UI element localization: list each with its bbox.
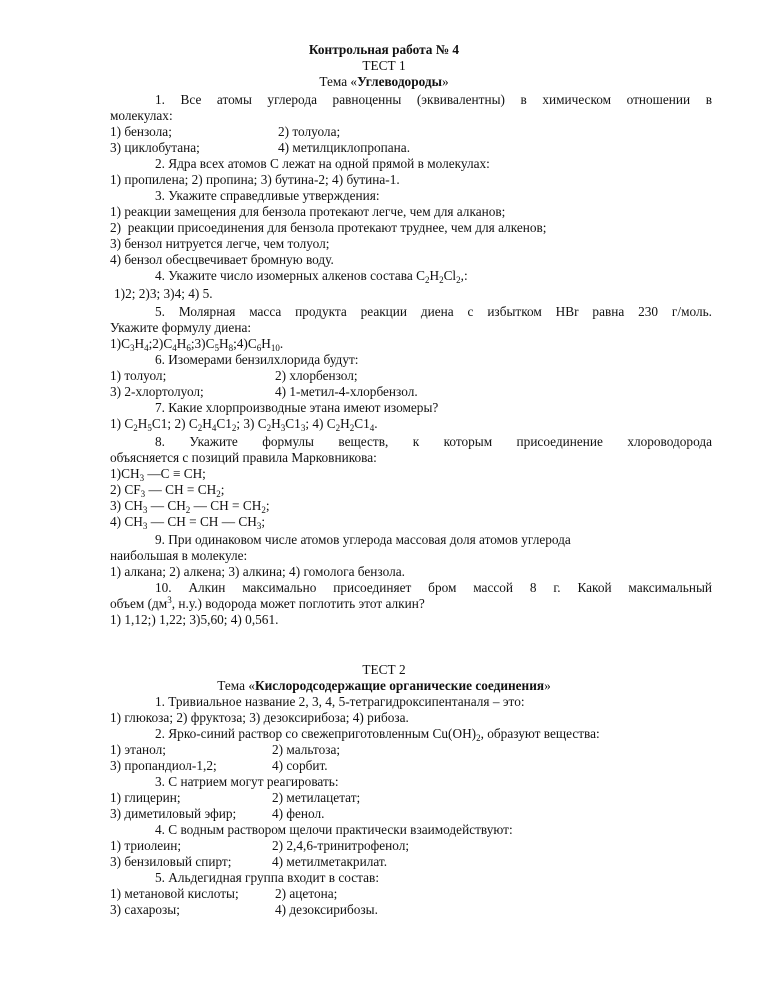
option: 2) метилацетат;	[272, 790, 361, 805]
option: 2) мальтоза;	[272, 742, 341, 757]
test1-topic	[0, 74, 768, 90]
option: 3) $CH_3$ — $CH_2$ — CH = $CH_2$;	[110, 498, 270, 515]
question-5-cont: Укажите формулу диена:	[110, 320, 252, 335]
test2-label: ТЕСТ 2	[362, 662, 406, 677]
option: 4) дезоксирибозы.	[275, 902, 378, 917]
question-5-options: $1)C_3H_4;2)C_4H_6;3)C_5H_8;4)C_6H_{10}$.	[110, 336, 284, 353]
option: 3) пропандиол-1,2;	[110, 758, 217, 773]
t2-question-2: 2. Ярко-синий раствор со свежеприготовленным $Cu(OH)_2$, образуют вещества:	[155, 726, 600, 743]
option: 2) ацетона;	[275, 886, 338, 901]
option: 1) бензола;	[110, 124, 172, 139]
question-3: 3. Укажите справедливые утверждения:	[155, 188, 380, 203]
question-9-cont: наибольшая в молекуле:	[110, 548, 248, 563]
question-1-cont: молекулах:	[110, 108, 173, 123]
option: 1) этанол;	[110, 742, 166, 757]
option: 4) метилциклопропана.	[278, 140, 411, 155]
option: 2) реакции присоединения для бензола протекают труднее, чем для алкенов;	[110, 220, 547, 235]
option: 3) 2-хлортолуол;	[110, 384, 204, 399]
option: 3) бензиловый спирт;	[110, 854, 232, 869]
question-10-options: 1) 1,12;) 1,22; 3)5,60; 4) 0,561.	[110, 612, 279, 627]
option: 4) метилметакрилат.	[272, 854, 388, 869]
option: 2) толуола;	[278, 124, 341, 139]
question-9: 9. При одинаковом числе атомов углерода массовая доля атомов углерода	[155, 532, 571, 547]
option: 1) метановой кислоты;	[110, 886, 239, 901]
question-2-options: 1) пропилена; 2) пропина; 3) бутина-2; 4) бутина-1.	[110, 172, 400, 187]
option: 2) 2,4,6-тринитрофенол;	[272, 838, 410, 853]
t2-question-1-options: 1) глюкоза; 2) фруктоза; 3) дезоксирибоза; 4) рибоза.	[110, 710, 409, 725]
option: 2) хлорбензол;	[275, 368, 358, 383]
test2-topic: Тема «Кислородсодержащие органические соединения»	[217, 678, 551, 693]
topic-suffix: »	[441, 74, 449, 89]
option: 4) $CH_3$ — CH = CH — $CH_3$;	[110, 514, 266, 531]
question-10: 10. Алкин максимально присоединяет бром массой 8 г. Какой максимальный	[155, 580, 712, 595]
question-5: 5. Молярная масса продукта реакции диена с избытком HBr равна 230 г/моль.	[155, 304, 712, 319]
t2-question-5: 5. Альдегидная группа входит в состав:	[155, 870, 380, 885]
option: 4) сорбит.	[272, 758, 328, 773]
question-7-options: 1) $C_2H_5C1$; 2) $C_2H_4C1_2$; 3) $C_2H_3C1_3$; 4) $C_2H_2C1_4$.	[110, 416, 378, 433]
option: 4) фенол.	[272, 806, 325, 821]
option: 3) циклобутана;	[110, 140, 200, 155]
option: 3) сахарозы;	[110, 902, 180, 917]
t2-question-3: 3. С натрием могут реагировать:	[155, 774, 339, 789]
topic-name: Углеводороды	[357, 74, 442, 89]
option: 2) $CF_3$ — CH = $CH_2$;	[110, 482, 225, 499]
option: 1) толуол;	[110, 368, 167, 383]
option: 1) триолеин;	[110, 838, 182, 853]
document-title: Контрольная работа № 4	[308, 42, 460, 57]
question-2: 2. Ядра всех атомов С лежат на одной прямой в молекулах:	[155, 156, 490, 171]
question-4: 4. Укажите число изомерных алкенов состава $C_2H_2Cl_2$,:	[155, 268, 468, 285]
option: $1)CH_3$ —C ≡ CH;	[110, 466, 206, 483]
question-8: 8. Укажите формулы веществ, к которым присоединение хлороводорода	[155, 434, 712, 449]
question-10-cont: объем ($дм^3$, н.у.) водорода может поглотить этот алкин?	[110, 595, 425, 611]
question-9-options: 1) алкана; 2) алкена; 3) алкина; 4) гомолога бензола.	[110, 564, 405, 579]
test1-label: ТЕСТ 1	[362, 58, 406, 73]
option: 4) бензол обесцвечивает бромную воду.	[110, 252, 334, 267]
option: 4) 1-метил-4-хлорбензол.	[275, 384, 418, 399]
option: 3) диметиловый эфир;	[110, 806, 237, 821]
option: 1) глицерин;	[110, 790, 181, 805]
topic-prefix: Тема «	[319, 74, 358, 89]
t2-question-1: 1. Тривиальное название 2, 3, 4, 5-тетрагидроксипентаналя – это:	[155, 694, 525, 709]
question-1: 1. Все атомы углерода равноценны (эквивалентны) в химическом отношении в	[155, 92, 712, 107]
t2-question-4: 4. С водным раствором щелочи практически взаимодействуют:	[155, 822, 513, 837]
question-4-options: 1)2; 2)3; 3)4; 4) 5.	[114, 286, 213, 301]
question-8-cont: объясняется с позиций правила Марковникова:	[110, 450, 377, 465]
option: 1) реакции замещения для бензола протекают легче, чем для алканов;	[110, 204, 506, 219]
option: 3) бензол нитруется легче, чем толуол;	[110, 236, 330, 251]
question-6: 6. Изомерами бензилхлорида будут:	[155, 352, 359, 367]
question-7: 7. Какие хлорпроизводные этана имеют изомеры?	[155, 400, 439, 415]
